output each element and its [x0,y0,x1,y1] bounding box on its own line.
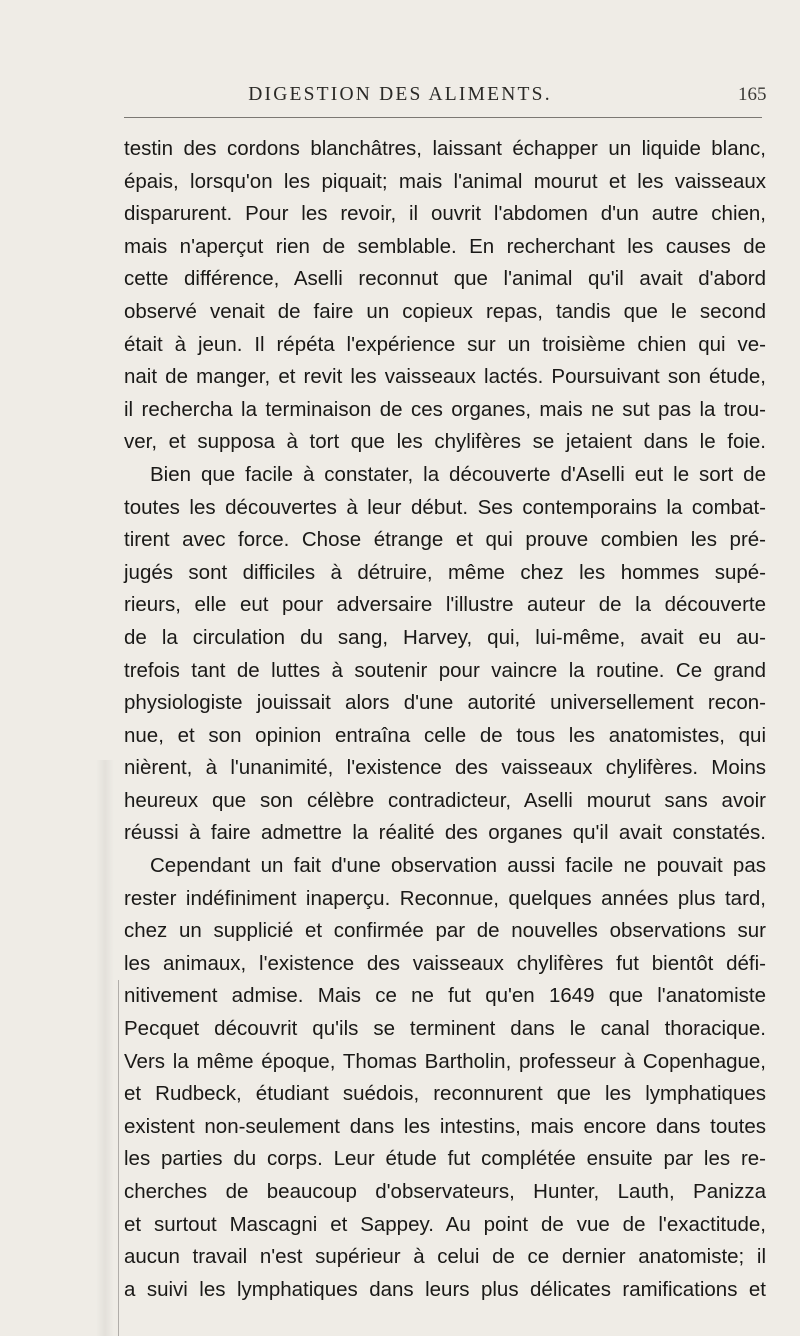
text-line: nitivement admise. Mais ce ne fut qu'en 1649 que l'anatomiste [124,984,766,1008]
text-line: cherches de beaucoup d'observateurs, Hunter, Lauth, Panizza [124,1180,766,1203]
text-line: réussi à faire admettre la réalité des organes qu'il avait constatés. [124,821,766,845]
page-number: 165 [738,84,767,105]
text-line: nait de manger, et revit les vaisseaux lactés. Poursuivant son étude, [124,365,766,389]
text-line: a suivi les lymphatiques dans leurs plus délicates ramifications et [124,1277,766,1301]
text-line: testin des cordons blanchâtres, laissant échapper un liquide blanc, [124,137,766,160]
text-line: et Rudbeck, étudiant suédois, reconnurent que les lymphatiques [124,1082,766,1106]
text-line: existent non-seulement dans les intestins, mais encore dans toutes [124,1114,766,1138]
text-line: de la circulation du sang, Harvey, qui, lui-même, avait eu au- [124,625,766,649]
text-line: trefois tant de luttes à soutenir pour vaincre la routine. Ce grand [124,658,766,682]
text-line: rieurs, elle eut pour adversaire l'illustre auteur de la découverte [124,593,766,617]
text-line: les parties du corps. Leur étude fut complétée ensuite par les re- [124,1147,766,1171]
text-line: épais, lorsqu'on les piquait; mais l'animal mourut et les vaisseaux [124,169,766,193]
text-line: observé venait de faire un copieux repas, tandis que le second [124,299,766,323]
text-line: heureux que son célèbre contradicteur, Aselli mourut sans avoir [124,788,766,812]
text-line: les animaux, l'existence des vaisseaux chylifères fut bientôt défi- [124,951,766,975]
text-line: tirent avec force. Chose étrange et qui prouve combien les pré- [124,528,766,552]
running-title: DIGESTION DES ALIMENTS. [248,84,552,105]
text-line: aucun travail n'est supérieur à celui de ce dernier anatomiste; il [124,1245,766,1269]
text-line: Pecquet découvrit qu'ils se terminent dans le canal thoracique. [124,1017,766,1041]
text-line: était à jeun. Il répéta l'expérience sur un troisième chien qui ve- [124,332,766,356]
text-line: disparurent. Pour les revoir, il ouvrit l'abdomen d'un autre chien, [124,202,766,226]
text-line: nièrent, à l'unanimité, l'existence des vaisseaux chylifères. Moins [124,756,766,780]
text-line: rester indéfiniment inaperçu. Reconnue, quelques années plus tard, [124,886,766,910]
text-line: nue, et son opinion entraîna celle de tous les anatomistes, qui [124,723,766,747]
gutter-shadow [96,760,114,1336]
text-line: Bien que facile à constater, la découverte d'Aselli eut le sort de [150,462,766,486]
text-line: Vers la même époque, Thomas Bartholin, professeur à Copenhague, [124,1049,766,1073]
text-line: chez un supplicié et confirmée par de nouvelles observations sur [124,919,766,943]
text-line: ver, et supposa à tort que les chylifères se jetaient dans le foie. [124,430,766,454]
gutter-line [118,980,119,1336]
text-line: toutes les découvertes à leur début. Ses contemporains la combat- [124,495,766,519]
text-line: il rechercha la terminaison de ces organes, mais ne sut pas la trou- [124,397,766,421]
text-line: cette différence, Aselli reconnut que l'animal qu'il avait d'abord [124,267,766,291]
text-line: jugés sont difficiles à détruire, même chez les hommes supé- [124,560,766,584]
body-text [124,133,766,1306]
text-line: mais n'aperçut rien de semblable. En recherchant les causes de [124,234,766,258]
text-line: Cependant un fait d'une observation aussi facile ne pouvait pas [150,854,766,878]
text-line: physiologiste jouissait alors d'une autorité universellement recon- [124,691,766,715]
header-rule [124,117,762,118]
text-line: et surtout Mascagni et Sappey. Au point de vue de l'exactitude, [124,1212,766,1236]
